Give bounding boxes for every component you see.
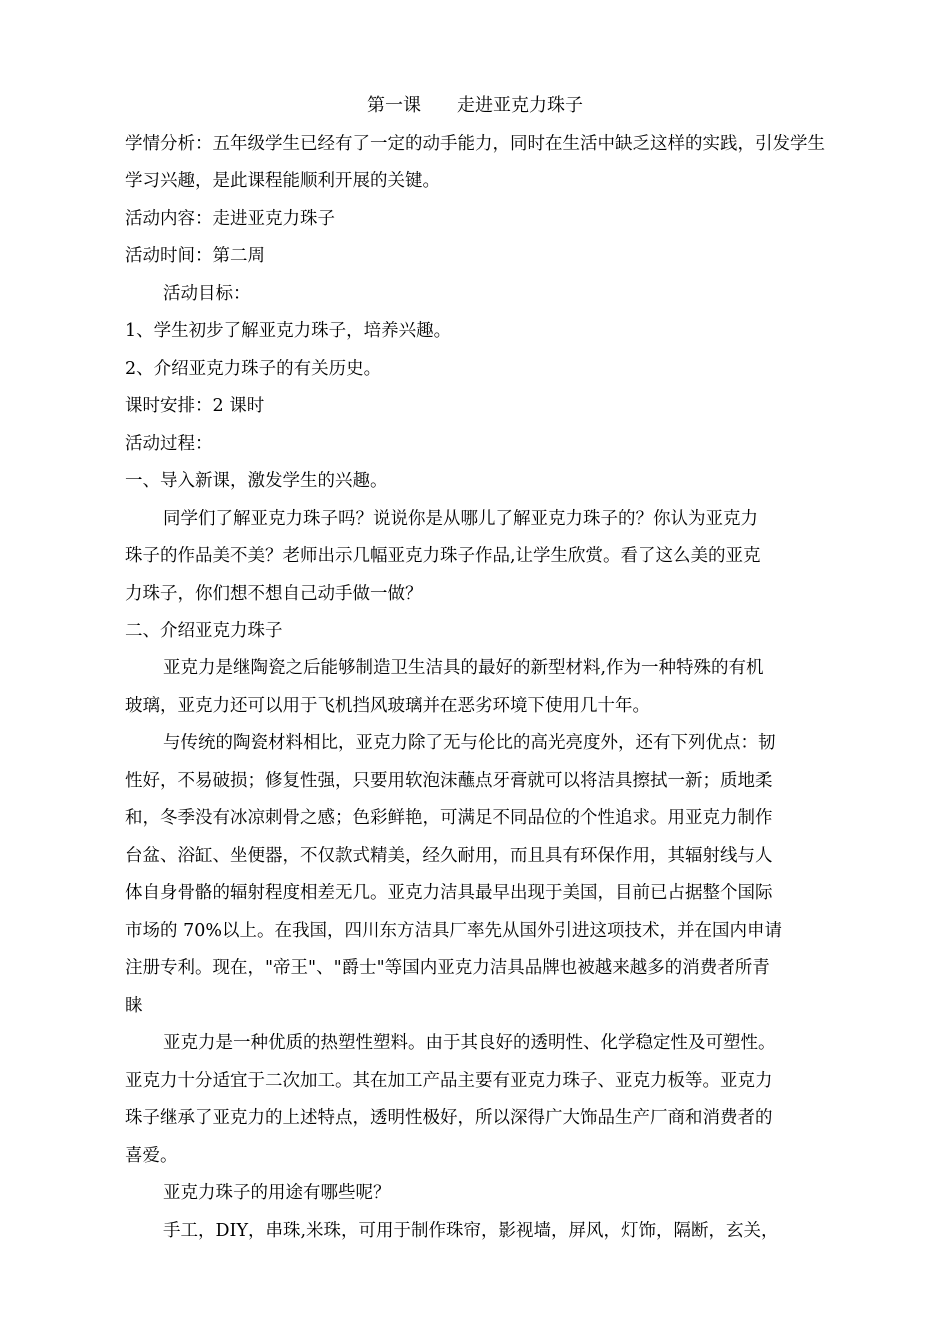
paragraph-line: 1、学生初步了解亚克力珠子，培养兴趣。 [125,321,452,341]
paragraph-line: 亚克力珠子的用途有哪些呢？ [163,1183,391,1203]
paragraph-line: 课时安排：2 课时 [125,396,265,416]
paragraph-line: 玻璃，亚克力还可以用于飞机挡风玻璃并在恶劣环境下使用几十年。 [125,696,650,716]
paragraph-line: 珠子的作品美不美？老师出示几幅亚克力珠子作品,让学生欣赏。看了这么美的亚克 [125,546,761,566]
page-title: 第一课 走进亚克力珠子 [367,95,583,116]
paragraph-line: 与传统的陶瓷材料相比，亚克力除了无与伦比的高光亮度外，还有下列优点：韧 [163,733,776,753]
paragraph-line: 市场的 70%以上。在我国，四川东方洁具厂率先从国外引进这项技术，并在国内申请 [125,921,782,941]
paragraph-line: 力珠子，你们想不想自己动手做一做？ [125,584,423,604]
paragraph-line: 学习兴趣，是此课程能顺利开展的关键。 [125,171,440,191]
paragraph-line: 一、导入新课，激发学生的兴趣。 [125,471,388,491]
paragraph-line: 活动过程： [125,434,213,454]
paragraph-line: 亚克力是继陶瓷之后能够制造卫生洁具的最好的新型材料,作为一种特殊的有机 [163,658,764,678]
paragraph-line: 珠子继承了亚克力的上述特点，透明性极好，所以深得广大饰品生产厂商和消费者的 [125,1108,773,1128]
paragraph-line: 同学们了解亚克力珠子吗？说说你是从哪儿了解亚克力珠子的？你认为亚克力 [163,509,758,529]
paragraph-line: 台盆、浴缸、坐便器，不仅款式精美，经久耐用，而且具有环保作用，其辐射线与人 [125,846,773,866]
paragraph-line: 和，冬季没有冰凉刺骨之感；色彩鲜艳，可满足不同品位的个性追求。用亚克力制作 [125,808,773,828]
paragraph-line: 亚克力是一种优质的热塑性塑料。由于其良好的透明性、化学稳定性及可塑性。 [163,1033,776,1053]
paragraph-line: 体自身骨骼的辐射程度相差无几。亚克力洁具最早出现于美国，目前已占据整个国际 [125,883,773,903]
paragraph-line: 二、介绍亚克力珠子 [125,621,283,641]
paragraph-line: 性好，不易破损；修复性强，只要用软泡沫蘸点牙膏就可以将洁具擦拭一新；质地柔 [125,771,773,791]
paragraph-line: 睐 [125,996,143,1016]
paragraph-line: 手工，DIY，串珠,米珠，可用于制作珠帘，影视墙，屏风，灯饰，隔断，玄关， [163,1221,779,1241]
paragraph-line: 喜爱。 [125,1146,178,1166]
paragraph-line: 学情分析：五年级学生已经有了一定的动手能力，同时在生活中缺乏这样的实践，引发学生 [125,134,825,154]
paragraph-line: 2、介绍亚克力珠子的有关历史。 [125,359,382,379]
paragraph-line: 注册专利。现在，"帝王"、"爵士"等国内亚克力洁具品牌也被越来越多的消费者所青 [125,958,770,978]
paragraph-line: 活动时间：第二周 [125,246,265,266]
paragraph-line: 活动目标： [163,284,251,304]
paragraph-line: 亚克力十分适宜于二次加工。其在加工产品主要有亚克力珠子、亚克力板等。亚克力 [125,1071,773,1091]
paragraph-line: 活动内容：走进亚克力珠子 [125,209,335,229]
